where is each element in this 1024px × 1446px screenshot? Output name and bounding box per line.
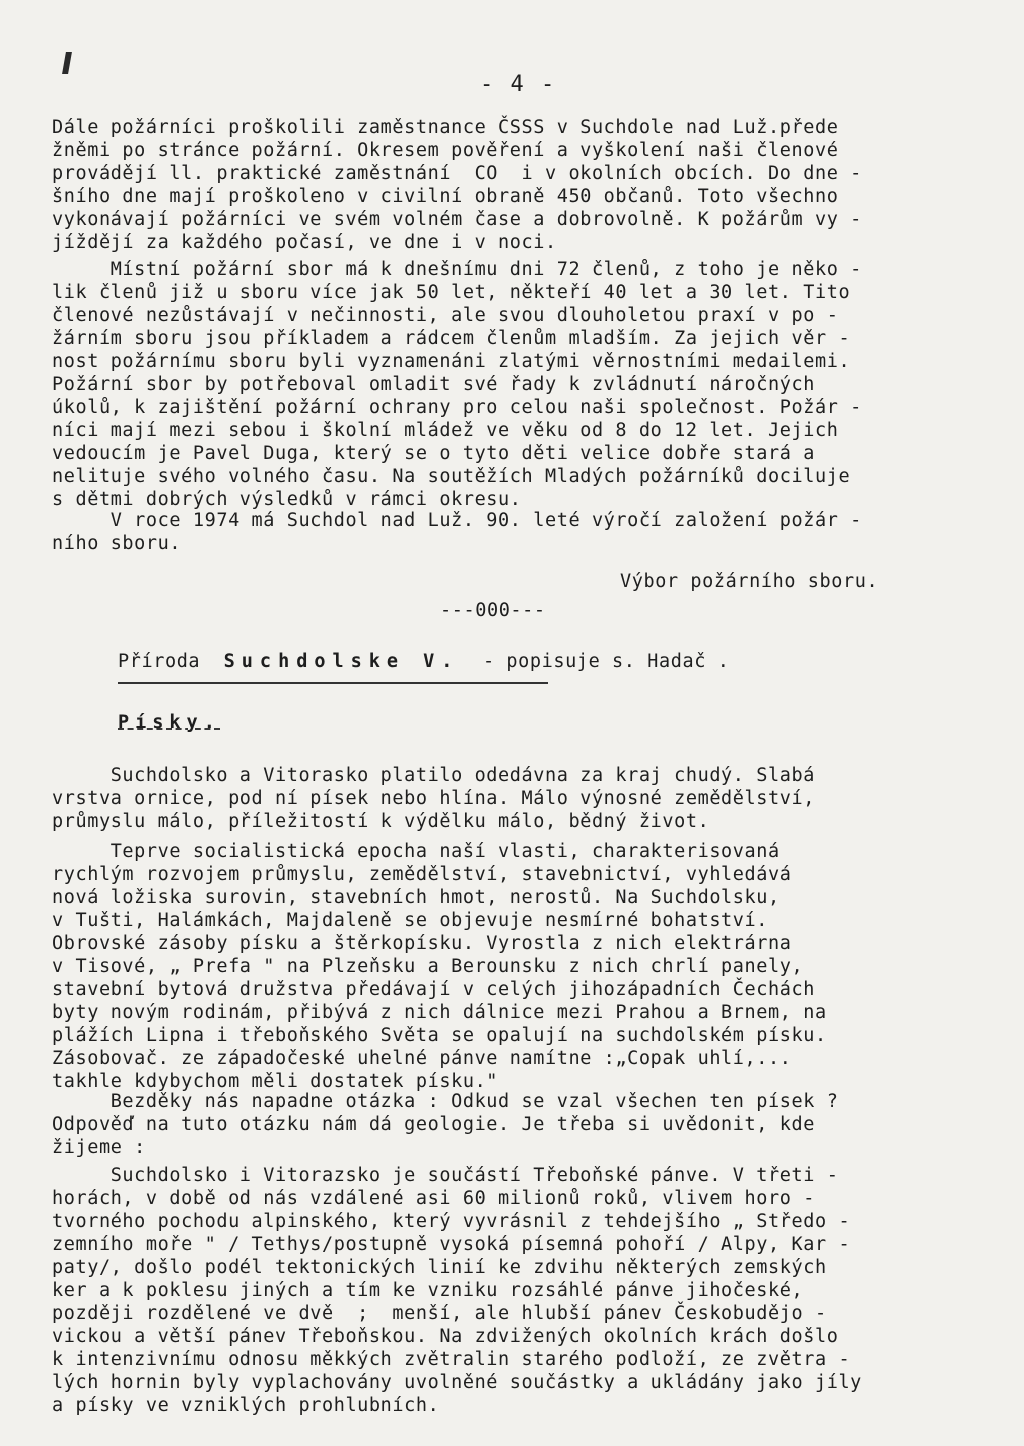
text-line: Suchdolsko a Vitorasko platilo odedávna za kraj chudý. Slabá: [52, 765, 815, 786]
text-line: ker a k poklesu jiných a tím ke vzniku rozsáhlé pánve jihočeské,: [52, 1280, 804, 1301]
paragraph-socialist-epoch: [52, 840, 972, 1093]
ink-mark: [62, 52, 72, 74]
text-line: takhle kdybychom měli dostatek písku.": [52, 1071, 499, 1092]
paragraph-poor-region: [52, 764, 972, 833]
text-line: šního dne mají proškoleno v civilní obraně 450 občanů. Toto všechno: [52, 186, 839, 207]
title-underline: [118, 682, 548, 684]
text-line: níci mají mezi sebou i školní mládež ve věku od 8 do 12 let. Jejich: [52, 420, 839, 441]
text-line: rychlým rozvojem průmyslu, zemědělství, stavebnictví, vyhledává: [52, 864, 792, 885]
text-line: Dále požárníci proškolili zaměstnance ČSSS v Suchdole nad Luž.přede: [52, 117, 839, 138]
text-line: nová ložiska surovin, stavebních hmot, nerostů. Na Suchdolsku,: [52, 887, 780, 908]
text-line: žněmi po stránce požární. Okresem pověření a vyškolení naši členové: [52, 140, 839, 161]
text-line: jíždějí za každého počasí, ve dne i v noci.: [52, 232, 557, 253]
text-line: k intenzivnímu odnosu měkkých zvětralin starého podloží, ze zvětra -: [52, 1349, 851, 1370]
text-line: nost požárnímu sboru byli vyznamenáni zlatými věrnostními medailemi.: [52, 351, 851, 372]
text-line: žárním sboru jsou příkladem a rádcem členům mladším. Za jejich věr -: [52, 328, 851, 349]
text-line: ního sboru.: [52, 533, 182, 554]
title-prefix: Příroda: [118, 651, 201, 672]
text-line: Odpověď na tuto otázku nám dá geologie. Je třeba si uvědonit, kde: [52, 1114, 815, 1135]
text-line: v Tisové, „ Prefa " na Plzeňsku a Berounsku z nich chrlí panely,: [52, 956, 804, 977]
text-line: žijeme :: [52, 1137, 146, 1158]
text-line: nelituje svého volného času. Na soutěžích Mladých požárníků dociluje: [52, 466, 851, 487]
text-line: plážích Lipna i třeboňského Světa se opalují na suchdolském písku.: [52, 1025, 827, 1046]
text-line: Bezděky nás napadne otázka : Odkud se vzal všechen ten písek ?: [52, 1091, 839, 1112]
paragraph-geology: [52, 1164, 972, 1417]
text-line: Suchdolsko i Vitorazsko je součástí Třeboňské pánve. V třeti -: [52, 1165, 839, 1186]
signature: Výbor požárního sboru.: [620, 571, 879, 592]
paragraph-question: [52, 1090, 972, 1159]
text-line: lik členů již u sboru více jak 50 let, někteří 40 let a 30 let. Tito: [52, 282, 851, 303]
text-line: zemního moře " / Tethys/postupně vysoká písemná pohoří / Alpy, Kar -: [52, 1234, 851, 1255]
paragraph-training: [52, 116, 972, 254]
text-line: Teprve socialistická epocha naší vlasti, charakterisovaná: [52, 841, 780, 862]
text-line: členové nezůstávají v nečinnosti, ale svou dlouholetou praxí v po -: [52, 305, 839, 326]
text-line: provádějí ll. praktické zaměstnání CO i v okolních obcích. Do dne -: [52, 163, 862, 184]
subheading: Písky.: [118, 712, 221, 733]
text-line: s dětmi dobrých výsledků v rámci okresu.: [52, 489, 522, 510]
text-line: stavební bytová družstva předávají v celých jihozápadních Čechách: [52, 979, 815, 1000]
text-line: a písky ve vzniklých prohlubních.: [52, 1395, 440, 1416]
paragraph-anniversary: [52, 509, 972, 555]
text-line: Požární sbor by potřeboval omladit své řady k zvládnutí náročných: [52, 374, 815, 395]
text-line: V roce 1974 má Suchdol nad Luž. 90. leté výročí založení požár -: [52, 510, 862, 531]
text-line: horách, v době od nás vzdálené asi 60 milionů roků, vlivem horo -: [52, 1188, 815, 1209]
text-line: úkolů, k zajištění požární ochrany pro celou naši společnost. Požár -: [52, 397, 862, 418]
text-line: Místní požární sbor má k dnešnímu dni 72 členů, z toho je něko -: [52, 259, 862, 280]
text-line: průmyslu málo, příležitostí k výdělku málo, bědný život.: [52, 811, 710, 832]
page-number: - 4 -: [480, 72, 557, 97]
paragraph-members: [52, 258, 972, 511]
text-line: byty novým rodinám, přibývá z nich dálnice mezi Prahou a Brnem, na: [52, 1002, 827, 1023]
text-line: v Tušti, Halámkách, Majdaleně se objevuje nesmírné bohatství.: [52, 910, 769, 931]
text-line: Zásobovač. ze západočeské uhelné pánve namítne :„Copak uhlí,...: [52, 1048, 792, 1069]
text-line: vedoucím je Pavel Duga, který se o tyto děti velice dobře stará a: [52, 443, 815, 464]
text-line: Obrovské zásoby písku a štěrkopísku. Vyrostla z nich elektrárna: [52, 933, 792, 954]
text-line: paty/, došlo podél tektonických linií ke zdvihu některých zemských: [52, 1257, 827, 1278]
text-line: vickou a větší pánev Třeboňskou. Na zdvižených okolních krách došlo: [52, 1326, 839, 1347]
separator: ---000---: [440, 600, 546, 621]
text-line: později rozdělené ve dvě ; menší, ale hlubší pánev Českobudějo -: [52, 1303, 827, 1324]
text-line: vykonávají požárníci ve svém volném čase a dobrovolně. K požárům vy -: [52, 209, 862, 230]
title-spaced: Suchdolske V.: [223, 651, 460, 672]
text-line: vrstva ornice, pod ní písek nebo hlína. Málo výnosné zemědělství,: [52, 788, 815, 809]
text-line: lých hornin byly vyplachovány uvolněné součástky a ukládány jako jíly: [52, 1372, 862, 1393]
title-suffix: - popisuje s. Hadač .: [482, 651, 730, 672]
text-line: tvorného pochodu alpinského, který vyvrásnil z tehdejšího „ Středo -: [52, 1211, 851, 1232]
section-title: [118, 651, 729, 672]
